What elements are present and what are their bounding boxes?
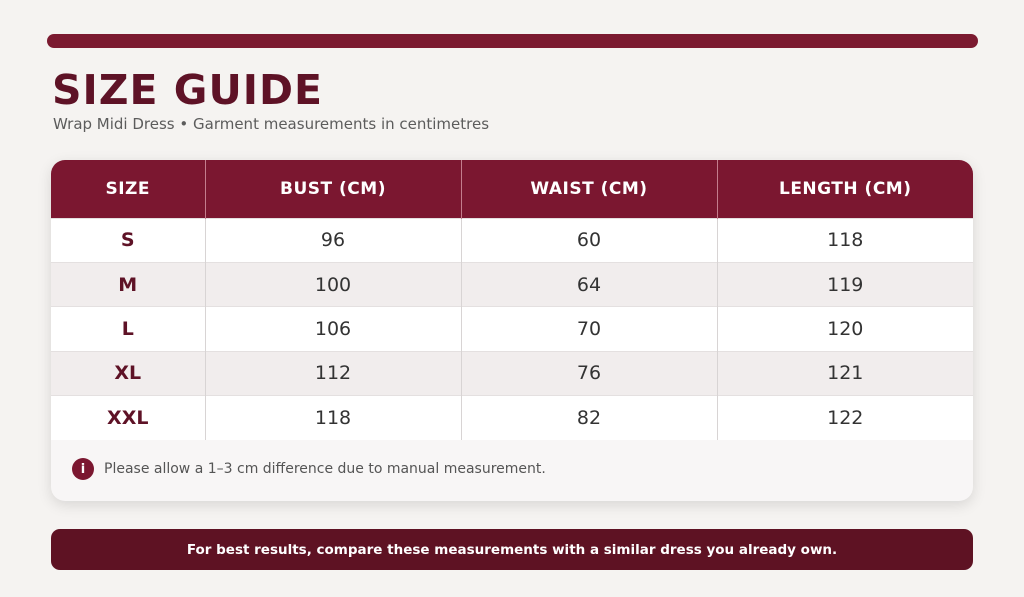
length-cell: 119 [717,262,973,306]
info-icon: i [72,458,94,480]
bust-cell: 100 [205,262,461,306]
bust-cell: 96 [205,218,461,262]
page-title: SIZE GUIDE [52,66,324,114]
size-cell: M [51,262,205,306]
column-header-waist: WAIST (CM) [461,160,717,218]
note-text: Please allow a 1–3 cm difference due to manual measurement. [104,461,546,477]
waist-cell: 82 [461,396,717,440]
length-cell: 122 [717,396,973,440]
table-row [51,351,973,395]
table-row [51,396,973,440]
length-cell: 121 [717,351,973,395]
page-subtitle: Wrap Midi Dress • Garment measurements in centimetres [53,115,490,133]
waist-cell: 70 [461,307,717,351]
measurement-note [72,458,546,480]
waist-cell: 76 [461,351,717,395]
footer-banner: For best results, compare these measurements with a similar dress you already own. [51,529,973,570]
column-header-length: LENGTH (CM) [717,160,973,218]
bust-cell: 106 [205,307,461,351]
size-cell: L [51,307,205,351]
top-accent-bar [47,34,978,48]
size-cell: XXL [51,396,205,440]
size-table-card [51,160,973,501]
table-row [51,307,973,351]
waist-cell: 64 [461,262,717,306]
column-header-size: SIZE [51,160,205,218]
length-cell: 118 [717,218,973,262]
length-cell: 120 [717,307,973,351]
column-header-bust: BUST (CM) [205,160,461,218]
table-row [51,218,973,262]
table-row [51,262,973,306]
size-table [51,160,973,440]
size-cell: XL [51,351,205,395]
bust-cell: 118 [205,396,461,440]
table-header-row [51,160,973,218]
size-cell: S [51,218,205,262]
bust-cell: 112 [205,351,461,395]
waist-cell: 60 [461,218,717,262]
